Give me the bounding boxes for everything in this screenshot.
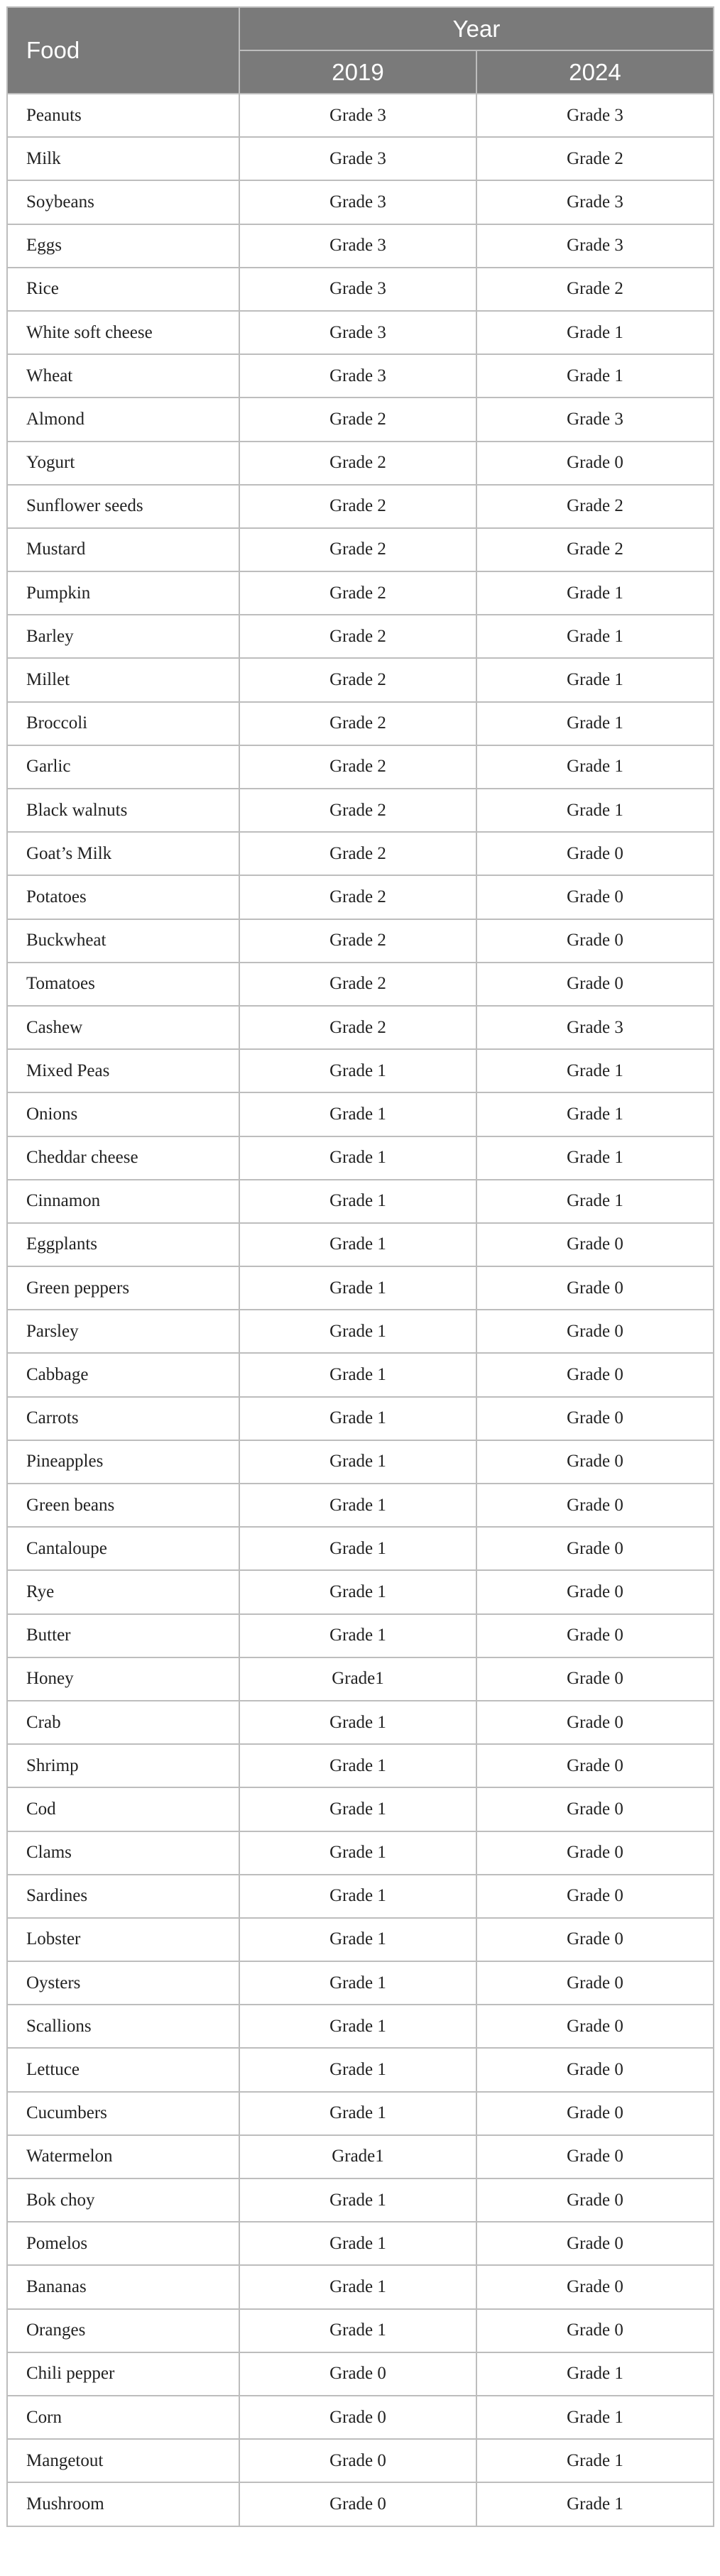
cell-food: Eggs — [7, 224, 239, 268]
cell-grade-2024: Grade 1 — [476, 1180, 714, 1223]
cell-grade-2019: Grade 2 — [239, 963, 476, 1006]
cell-food: Cucumbers — [7, 2092, 239, 2135]
cell-grade-2019: Grade 2 — [239, 789, 476, 832]
cell-grade-2019: Grade 1 — [239, 1397, 476, 1440]
table-row — [7, 1440, 714, 1484]
cell-grade-2024: Grade 0 — [476, 2135, 714, 2178]
cell-grade-2024: Grade 0 — [476, 442, 714, 485]
cell-grade-2024: Grade 1 — [476, 2482, 714, 2526]
cell-grade-2019: Grade 1 — [239, 1180, 476, 1223]
cell-grade-2019: Grade 1 — [239, 1266, 476, 1310]
cell-grade-2019: Grade 1 — [239, 1092, 476, 1136]
cell-food: Carrots — [7, 1397, 239, 1440]
cell-grade-2019: Grade 1 — [239, 1614, 476, 1657]
cell-food: Mustard — [7, 528, 239, 571]
cell-food: Pineapples — [7, 1440, 239, 1484]
header-row-top — [7, 7, 714, 50]
cell-grade-2024: Grade 1 — [476, 1049, 714, 1092]
cell-grade-2019: Grade 2 — [239, 528, 476, 571]
cell-food: Clams — [7, 1831, 239, 1875]
column-header-food: Food — [7, 7, 239, 94]
table-row — [7, 658, 714, 701]
cell-grade-2019: Grade1 — [239, 1657, 476, 1701]
table-row — [7, 1831, 714, 1875]
table-row — [7, 2135, 714, 2178]
cell-grade-2024: Grade 0 — [476, 1266, 714, 1310]
cell-grade-2024: Grade 0 — [476, 2265, 714, 2308]
cell-grade-2019: Grade 1 — [239, 1353, 476, 1396]
cell-food: Mixed Peas — [7, 1049, 239, 1092]
cell-grade-2024: Grade 1 — [476, 702, 714, 745]
table-row — [7, 2178, 714, 2222]
table-row — [7, 1527, 714, 1570]
cell-food: Peanuts — [7, 94, 239, 137]
cell-grade-2019: Grade 2 — [239, 485, 476, 528]
column-header-year-2024: 2024 — [476, 50, 714, 94]
cell-grade-2024: Grade 1 — [476, 615, 714, 658]
cell-grade-2019: Grade 0 — [239, 2482, 476, 2526]
cell-food: Rice — [7, 268, 239, 311]
cell-grade-2024: Grade 0 — [476, 1701, 714, 1744]
cell-grade-2024: Grade 0 — [476, 2005, 714, 2048]
table-row — [7, 2309, 714, 2352]
cell-grade-2019: Grade 1 — [239, 1440, 476, 1484]
cell-grade-2019: Grade 2 — [239, 1006, 476, 1049]
cell-grade-2019: Grade 2 — [239, 658, 476, 701]
cell-food: Cod — [7, 1787, 239, 1831]
cell-grade-2019: Grade 3 — [239, 268, 476, 311]
cell-grade-2019: Grade 1 — [239, 1484, 476, 1527]
cell-grade-2024: Grade 0 — [476, 1961, 714, 2005]
cell-grade-2024: Grade 1 — [476, 2352, 714, 2396]
cell-food: Lobster — [7, 1918, 239, 1961]
table-row — [7, 1570, 714, 1613]
cell-grade-2024: Grade 0 — [476, 963, 714, 1006]
table-row — [7, 137, 714, 180]
cell-food: Mangetout — [7, 2439, 239, 2482]
table-row — [7, 702, 714, 745]
cell-grade-2024: Grade 1 — [476, 1136, 714, 1180]
cell-food: Butter — [7, 1614, 239, 1657]
cell-grade-2024: Grade 0 — [476, 2092, 714, 2135]
cell-food: Cabbage — [7, 1353, 239, 1396]
cell-grade-2019: Grade 1 — [239, 1527, 476, 1570]
table-row — [7, 1397, 714, 1440]
cell-grade-2019: Grade 2 — [239, 745, 476, 789]
cell-grade-2019: Grade 2 — [239, 442, 476, 485]
cell-grade-2019: Grade 1 — [239, 2222, 476, 2265]
cell-grade-2024: Grade 0 — [476, 1527, 714, 1570]
cell-grade-2019: Grade 1 — [239, 2309, 476, 2352]
table-row — [7, 224, 714, 268]
cell-grade-2019: Grade 1 — [239, 2178, 476, 2222]
cell-grade-2024: Grade 0 — [476, 919, 714, 963]
table-row — [7, 1701, 714, 1744]
cell-grade-2024: Grade 1 — [476, 2396, 714, 2439]
cell-grade-2019: Grade 2 — [239, 615, 476, 658]
cell-food: Pumpkin — [7, 571, 239, 615]
table-row — [7, 1961, 714, 2005]
cell-food: Millet — [7, 658, 239, 701]
cell-grade-2019: Grade 1 — [239, 1136, 476, 1180]
cell-grade-2019: Grade 1 — [239, 1049, 476, 1092]
cell-grade-2019: Grade 1 — [239, 1787, 476, 1831]
cell-grade-2024: Grade 2 — [476, 528, 714, 571]
cell-grade-2024: Grade 0 — [476, 1831, 714, 1875]
cell-grade-2019: Grade 1 — [239, 1918, 476, 1961]
cell-grade-2024: Grade 0 — [476, 1875, 714, 1918]
cell-food: Yogurt — [7, 442, 239, 485]
cell-grade-2024: Grade 1 — [476, 571, 714, 615]
cell-grade-2024: Grade 0 — [476, 2222, 714, 2265]
cell-grade-2019: Grade 1 — [239, 1961, 476, 2005]
cell-grade-2019: Grade 2 — [239, 875, 476, 919]
cell-grade-2019: Grade 3 — [239, 354, 476, 398]
table-row — [7, 485, 714, 528]
cell-food: Potatoes — [7, 875, 239, 919]
cell-grade-2019: Grade 0 — [239, 2396, 476, 2439]
cell-grade-2024: Grade 1 — [476, 354, 714, 398]
cell-grade-2019: Grade 1 — [239, 1310, 476, 1353]
table-row — [7, 832, 714, 875]
table-row — [7, 2482, 714, 2526]
cell-food: Wheat — [7, 354, 239, 398]
cell-food: Sunflower seeds — [7, 485, 239, 528]
table-row — [7, 1918, 714, 1961]
cell-grade-2024: Grade 2 — [476, 268, 714, 311]
table-row — [7, 2092, 714, 2135]
table-row — [7, 442, 714, 485]
cell-food: Oysters — [7, 1961, 239, 2005]
cell-food: Bok choy — [7, 2178, 239, 2222]
cell-grade-2024: Grade 0 — [476, 1310, 714, 1353]
cell-grade-2019: Grade1 — [239, 2135, 476, 2178]
table-row — [7, 2396, 714, 2439]
cell-grade-2024: Grade 0 — [476, 1353, 714, 1396]
cell-grade-2019: Grade 2 — [239, 571, 476, 615]
cell-food: Soybeans — [7, 180, 239, 224]
cell-grade-2019: Grade 3 — [239, 311, 476, 354]
cell-grade-2019: Grade 2 — [239, 702, 476, 745]
table-row — [7, 1614, 714, 1657]
table-row — [7, 1180, 714, 1223]
table-row — [7, 1657, 714, 1701]
cell-grade-2024: Grade 3 — [476, 180, 714, 224]
cell-grade-2024: Grade 0 — [476, 1657, 714, 1701]
cell-food: Goat’s Milk — [7, 832, 239, 875]
table-row — [7, 1787, 714, 1831]
cell-grade-2019: Grade 1 — [239, 2265, 476, 2308]
table-row — [7, 398, 714, 441]
cell-food: Corn — [7, 2396, 239, 2439]
cell-grade-2019: Grade 3 — [239, 94, 476, 137]
cell-grade-2024: Grade 1 — [476, 658, 714, 701]
cell-grade-2019: Grade 3 — [239, 137, 476, 180]
cell-grade-2024: Grade 0 — [476, 2048, 714, 2091]
cell-grade-2024: Grade 0 — [476, 875, 714, 919]
cell-grade-2019: Grade 1 — [239, 2092, 476, 2135]
cell-food: Cantaloupe — [7, 1527, 239, 1570]
cell-grade-2024: Grade 3 — [476, 224, 714, 268]
table-row — [7, 2222, 714, 2265]
cell-grade-2019: Grade 1 — [239, 1744, 476, 1787]
cell-food: Eggplants — [7, 1223, 239, 1266]
cell-grade-2024: Grade 0 — [476, 1614, 714, 1657]
cell-grade-2019: Grade 1 — [239, 2048, 476, 2091]
cell-food: Rye — [7, 1570, 239, 1613]
cell-grade-2024: Grade 0 — [476, 1223, 714, 1266]
cell-grade-2024: Grade 2 — [476, 485, 714, 528]
table-row — [7, 919, 714, 963]
cell-grade-2019: Grade 0 — [239, 2439, 476, 2482]
cell-grade-2019: Grade 3 — [239, 224, 476, 268]
cell-food: Shrimp — [7, 1744, 239, 1787]
cell-grade-2024: Grade 0 — [476, 1918, 714, 1961]
cell-food: Scallions — [7, 2005, 239, 2048]
cell-food: Lettuce — [7, 2048, 239, 2091]
cell-grade-2024: Grade 2 — [476, 137, 714, 180]
cell-food: Crab — [7, 1701, 239, 1744]
food-grade-table-container — [6, 6, 713, 2527]
cell-food: Barley — [7, 615, 239, 658]
cell-food: Green beans — [7, 1484, 239, 1527]
cell-grade-2019: Grade 3 — [239, 180, 476, 224]
table-row — [7, 1744, 714, 1787]
cell-food: Milk — [7, 137, 239, 180]
cell-food: Honey — [7, 1657, 239, 1701]
cell-grade-2019: Grade 2 — [239, 832, 476, 875]
table-row — [7, 1092, 714, 1136]
food-grade-table — [6, 6, 714, 2527]
cell-grade-2024: Grade 0 — [476, 1397, 714, 1440]
table-row — [7, 1006, 714, 1049]
cell-grade-2024: Grade 0 — [476, 2178, 714, 2222]
table-header — [7, 7, 714, 94]
cell-food: Sardines — [7, 1875, 239, 1918]
cell-food: Almond — [7, 398, 239, 441]
cell-grade-2024: Grade 0 — [476, 832, 714, 875]
cell-grade-2024: Grade 0 — [476, 1440, 714, 1484]
cell-grade-2024: Grade 0 — [476, 2309, 714, 2352]
table-row — [7, 180, 714, 224]
cell-grade-2019: Grade 1 — [239, 1831, 476, 1875]
table-row — [7, 963, 714, 1006]
table-row — [7, 528, 714, 571]
cell-grade-2024: Grade 0 — [476, 1484, 714, 1527]
table-row — [7, 1136, 714, 1180]
table-row — [7, 2048, 714, 2091]
cell-grade-2019: Grade 1 — [239, 1223, 476, 1266]
cell-grade-2019: Grade 2 — [239, 398, 476, 441]
cell-food: Chili pepper — [7, 2352, 239, 2396]
cell-food: Onions — [7, 1092, 239, 1136]
cell-grade-2024: Grade 0 — [476, 1787, 714, 1831]
cell-grade-2024: Grade 1 — [476, 745, 714, 789]
cell-food: Watermelon — [7, 2135, 239, 2178]
cell-food: White soft cheese — [7, 311, 239, 354]
cell-grade-2019: Grade 1 — [239, 2005, 476, 2048]
cell-grade-2019: Grade 1 — [239, 1875, 476, 1918]
table-row — [7, 789, 714, 832]
table-body — [7, 94, 714, 2526]
cell-grade-2024: Grade 1 — [476, 1092, 714, 1136]
cell-grade-2019: Grade 1 — [239, 1570, 476, 1613]
cell-food: Parsley — [7, 1310, 239, 1353]
cell-grade-2024: Grade 0 — [476, 1744, 714, 1787]
table-row — [7, 2005, 714, 2048]
table-row — [7, 2439, 714, 2482]
table-row — [7, 875, 714, 919]
table-row — [7, 1484, 714, 1527]
cell-food: Cashew — [7, 1006, 239, 1049]
table-row — [7, 354, 714, 398]
table-row — [7, 311, 714, 354]
cell-food: Buckwheat — [7, 919, 239, 963]
table-row — [7, 94, 714, 137]
table-row — [7, 1310, 714, 1353]
cell-grade-2019: Grade 2 — [239, 919, 476, 963]
cell-food: Mushroom — [7, 2482, 239, 2526]
cell-food: Black walnuts — [7, 789, 239, 832]
cell-food: Cheddar cheese — [7, 1136, 239, 1180]
cell-grade-2024: Grade 1 — [476, 789, 714, 832]
cell-grade-2019: Grade 0 — [239, 2352, 476, 2396]
table-row — [7, 1875, 714, 1918]
column-header-year-2019: 2019 — [239, 50, 476, 94]
table-row — [7, 1266, 714, 1310]
table-row — [7, 571, 714, 615]
cell-grade-2024: Grade 1 — [476, 311, 714, 354]
table-row — [7, 615, 714, 658]
cell-food: Cinnamon — [7, 1180, 239, 1223]
cell-grade-2019: Grade 1 — [239, 1701, 476, 1744]
cell-grade-2024: Grade 3 — [476, 1006, 714, 1049]
table-row — [7, 1223, 714, 1266]
table-row — [7, 1353, 714, 1396]
cell-food: Pomelos — [7, 2222, 239, 2265]
column-header-year: Year — [239, 7, 714, 50]
cell-food: Oranges — [7, 2309, 239, 2352]
cell-food: Tomatoes — [7, 963, 239, 1006]
table-row — [7, 1049, 714, 1092]
cell-grade-2024: Grade 0 — [476, 1570, 714, 1613]
table-row — [7, 2352, 714, 2396]
table-row — [7, 745, 714, 789]
cell-grade-2024: Grade 3 — [476, 398, 714, 441]
cell-food: Bananas — [7, 2265, 239, 2308]
table-row — [7, 2265, 714, 2308]
cell-food: Garlic — [7, 745, 239, 789]
cell-food: Green peppers — [7, 1266, 239, 1310]
cell-grade-2024: Grade 3 — [476, 94, 714, 137]
cell-food: Broccoli — [7, 702, 239, 745]
cell-grade-2024: Grade 1 — [476, 2439, 714, 2482]
table-row — [7, 268, 714, 311]
